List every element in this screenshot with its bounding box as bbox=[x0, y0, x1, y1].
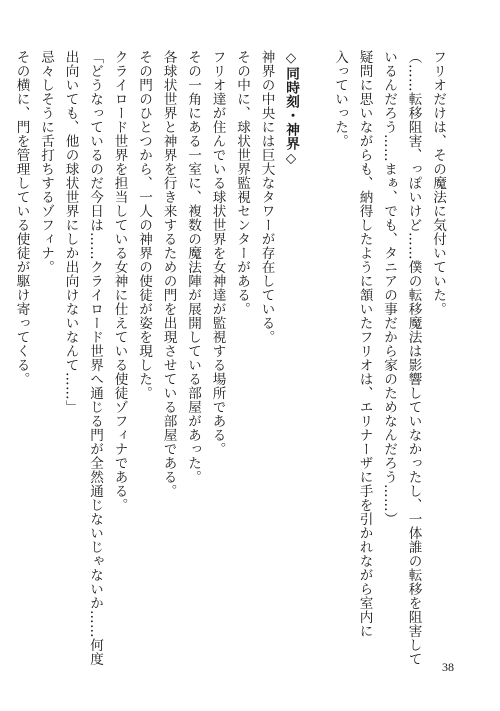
section-heading: ◇同時刻・神界◇ bbox=[283, 50, 299, 167]
text-line: 神界の中央には巨大なタワーが存在している。 bbox=[258, 50, 275, 344]
page-number: 38 bbox=[442, 660, 454, 674]
text-line: 出向いても、他の球状世界にしか出向けないなんて……」 bbox=[62, 50, 79, 414]
text-line: その横に、門を管理している使徒が駆け寄ってくる。 bbox=[13, 50, 30, 386]
text-line: その中に、球状世界監視センターがある。 bbox=[234, 50, 250, 316]
text-line: フリオだけは、その魔法に気付いていた。 bbox=[430, 50, 446, 316]
text-line: （……転移阻害、っぽいけど……僕の転移魔法は影響していなかったし、一体誰の転移を阻害して bbox=[405, 50, 422, 666]
text-line: 各球状世界と神界を行き来するための門を出現させている部屋である。 bbox=[160, 50, 177, 498]
text-line: 疑問に思いながらも、納得したように頷いたフリオは、エリナーザに手を引かれながら室内に bbox=[356, 50, 373, 638]
text-line: フリオ達が住んでいる球状世界を女神達が監視する場所である。 bbox=[209, 50, 226, 456]
text-line: いるんだろう……まぁ、でも、タニアの事だから家のためなんだろう……） bbox=[381, 50, 397, 526]
text-line: 入っていった。 bbox=[332, 50, 348, 148]
text-line: その門のひとつから、一人の神界の使徒が姿を現した。 bbox=[136, 50, 152, 400]
text-line: その一角にある一室に、複数の魔法陣が展開している部屋があった。 bbox=[185, 50, 201, 484]
text-line: 「どうなっているのだ今日は……クライロード世界へ通じる門が全然通じないじゃないか……何度 bbox=[87, 50, 103, 666]
text-line: クライロード世界を担当している女神に仕えている使徒ゾフィナである。 bbox=[111, 50, 128, 512]
vertical-text-block bbox=[13, 50, 450, 666]
text-line: 忌々しそうに舌打ちするゾフィナ。 bbox=[38, 50, 54, 274]
